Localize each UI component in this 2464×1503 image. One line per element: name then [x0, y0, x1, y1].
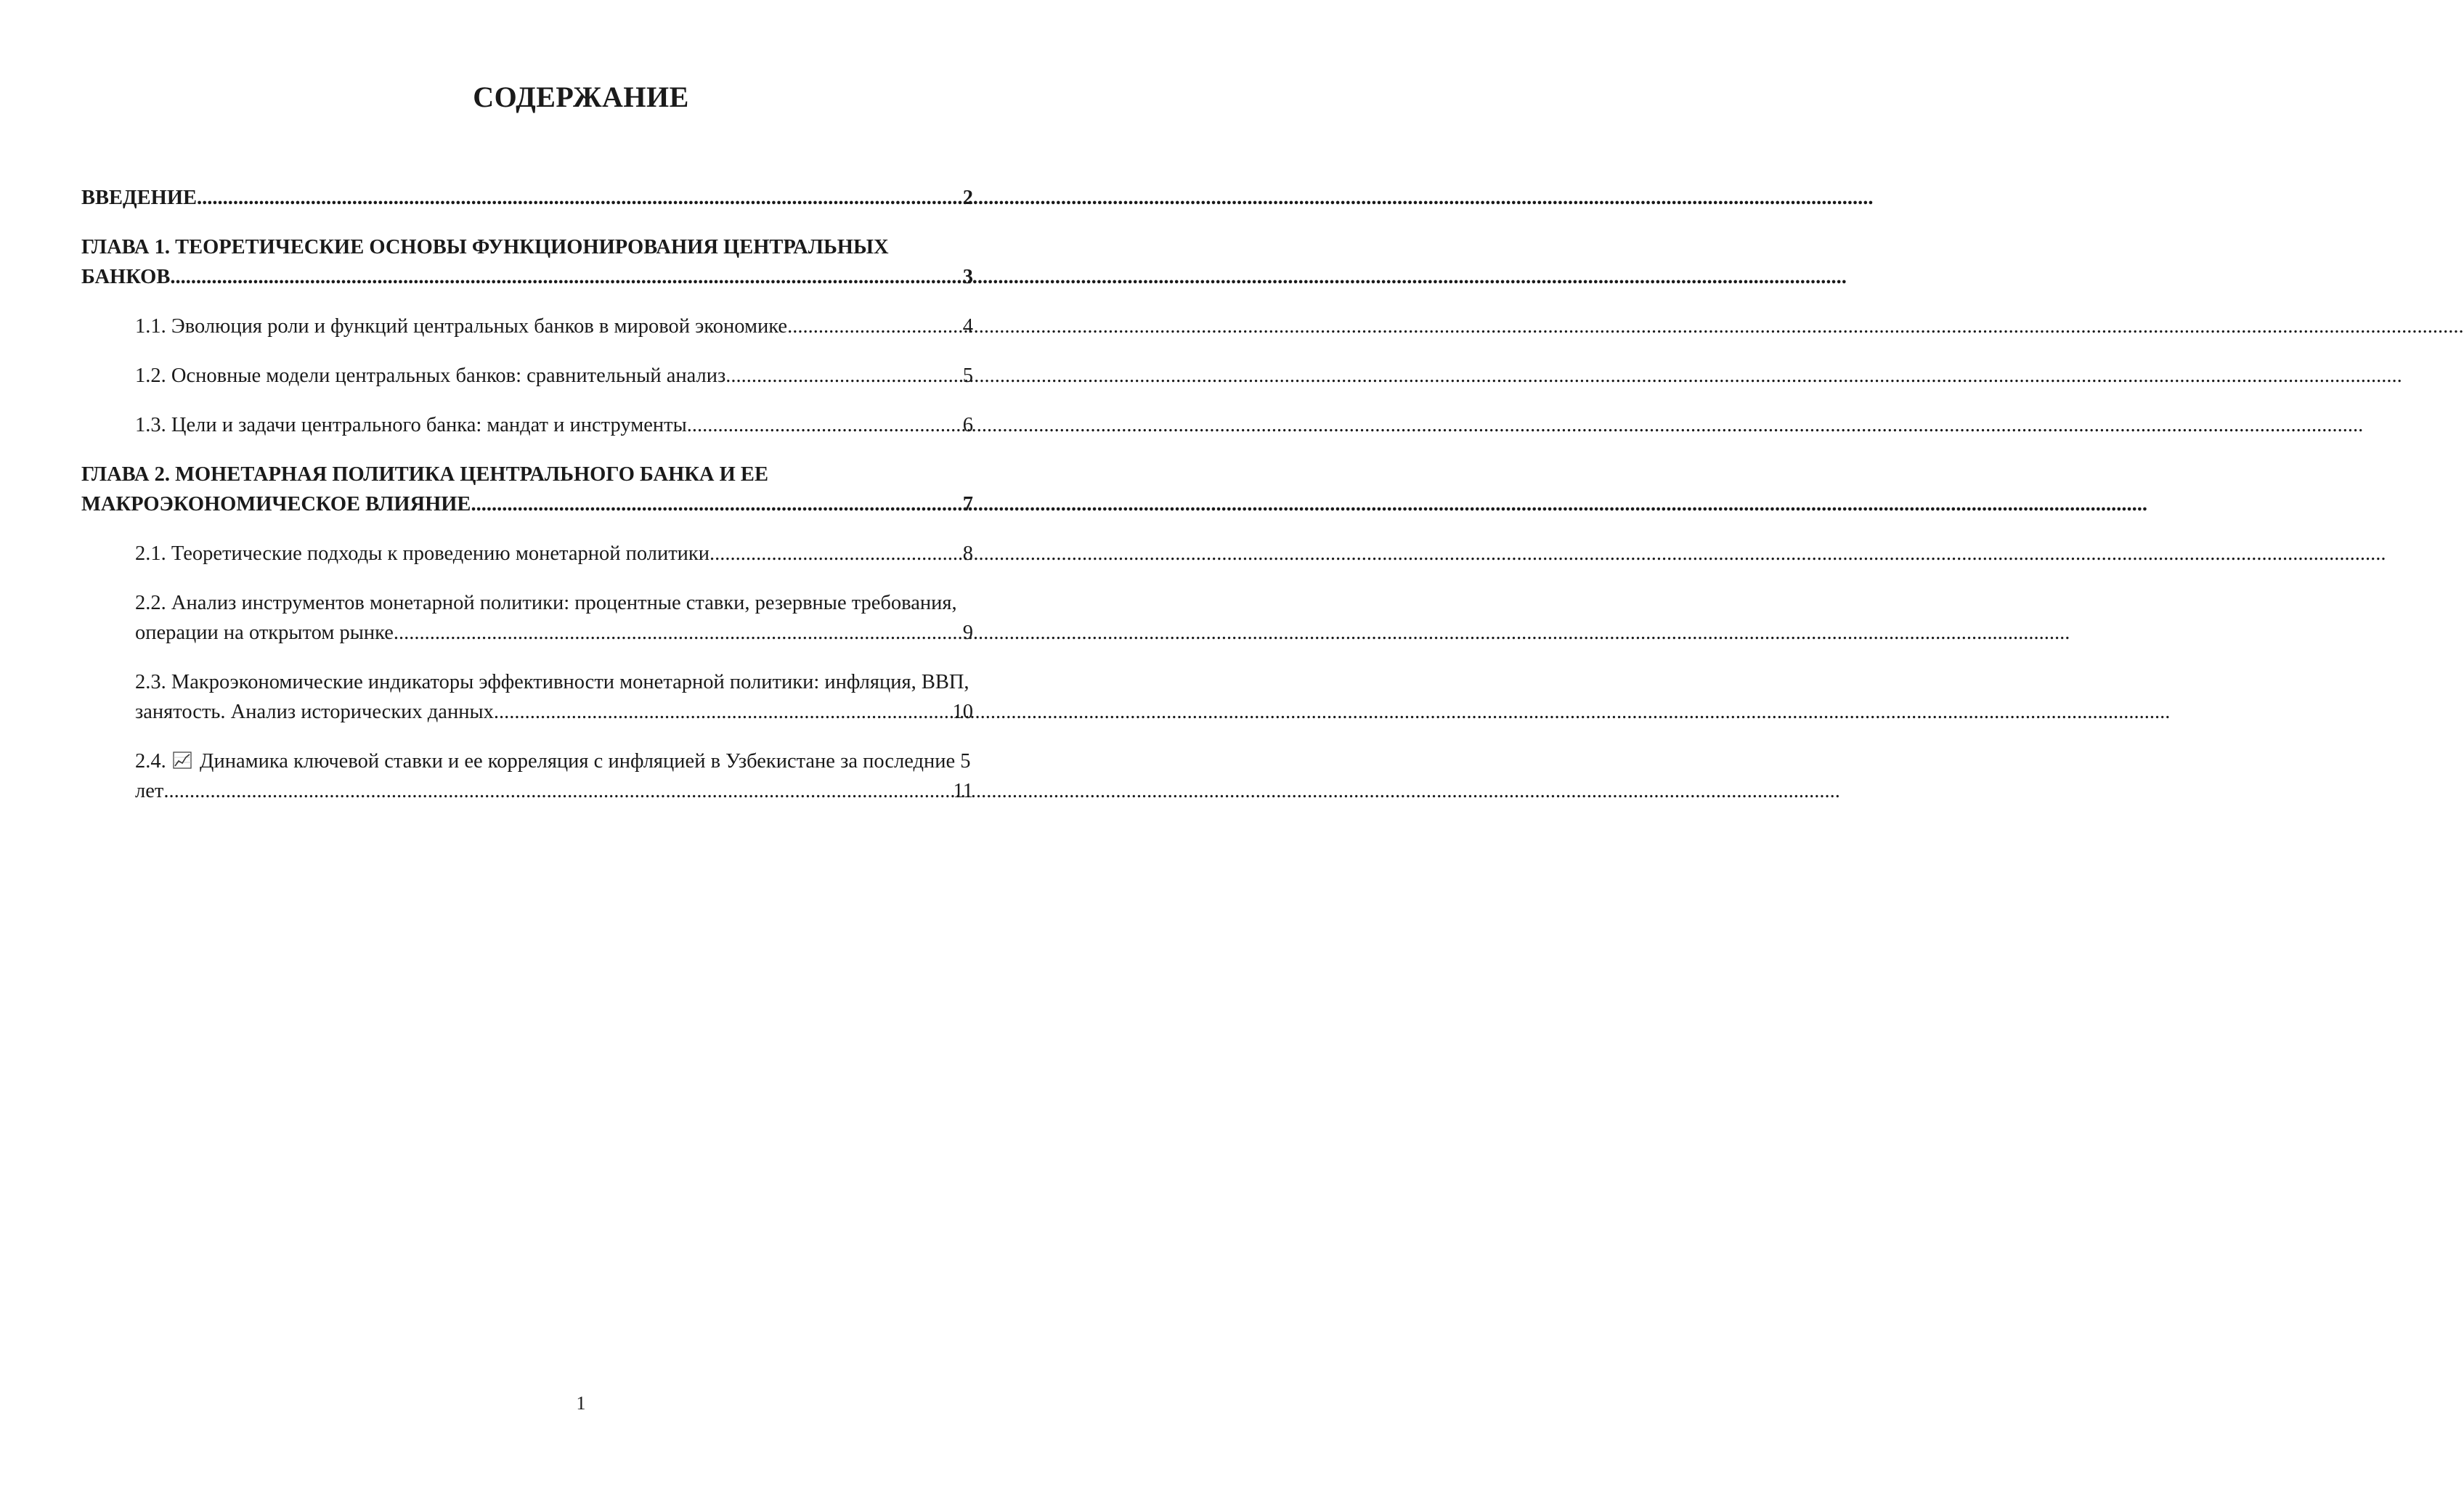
- toc-entry-section-2-1[interactable]: [135, 539, 973, 569]
- dot-leader: [494, 697, 953, 727]
- toc-entry-section-2-4[interactable]: [135, 746, 1053, 806]
- toc-page-number: 2: [962, 187, 973, 209]
- toc-entry-label: 2.1. Теоретические подходы к проведению монетарной политики: [135, 542, 710, 565]
- toc-entry-section-1-2[interactable]: [135, 361, 973, 391]
- toc-entry-label-continuation: занятость. Анализ исторических данных: [135, 701, 494, 723]
- toc-page-number: 6: [962, 414, 973, 436]
- dot-leader: [170, 262, 962, 292]
- toc-entry-chapter-1[interactable]: [81, 232, 973, 292]
- document-page: [0, 0, 1162, 1503]
- toc-entry-section-1-1[interactable]: [135, 311, 973, 341]
- toc-entry-label: ГЛАВА 2. МОНЕТАРНАЯ ПОЛИТИКА ЦЕНТРАЛЬНОГО БАНКА И ЕЕ: [81, 463, 768, 486]
- toc-entry-label: ГЛАВА 1. ТЕОРЕТИЧЕСКИЕ ОСНОВЫ ФУНКЦИОНИРОВАНИЯ ЦЕНТРАЛЬНЫХ: [81, 236, 889, 258]
- dot-leader: [471, 489, 962, 519]
- table-of-contents: [81, 183, 973, 826]
- toc-entry-section-2-3[interactable]: [135, 667, 1053, 727]
- page-title: СОДЕРЖАНИЕ: [473, 81, 689, 113]
- toc-entry-label-continuation: операции на открытом рынке: [135, 622, 394, 644]
- chart-increasing-icon: [173, 748, 192, 765]
- toc-entry-label: 1.2. Основные модели центральных банков: сравнительный анализ: [135, 364, 726, 387]
- dot-leader: [197, 183, 963, 213]
- toc-page-number: 5: [962, 364, 973, 387]
- toc-entry-label: 1.1. Эволюция роли и функций центральных банков в мировой экономике: [135, 315, 788, 338]
- toc-entry-chapter-2[interactable]: [81, 460, 973, 519]
- dot-leader: [687, 410, 963, 440]
- toc-page-number: 8: [962, 542, 973, 565]
- toc-entry-section-1-3[interactable]: [135, 410, 973, 440]
- toc-page-number: 11: [953, 780, 973, 802]
- toc-entry-number: 2.4.: [135, 750, 166, 773]
- toc-entry-section-2-2[interactable]: [135, 588, 1053, 648]
- toc-entry-label: 2.2. Анализ инструментов монетарной политики: процентные ставки, резервные требования,: [135, 592, 957, 614]
- toc-page-number: 4: [962, 315, 973, 338]
- dot-leader: [787, 311, 963, 341]
- dot-leader: [394, 618, 963, 648]
- toc-entry-label: 2.3. Макроэкономические индикаторы эффективности монетарной политики: инфляция, ВВП,: [135, 671, 969, 693]
- toc-page-number: 3: [962, 266, 973, 288]
- toc-page-number: 10: [952, 701, 973, 723]
- dot-leader: [709, 539, 963, 569]
- toc-page-number: 7: [962, 493, 973, 516]
- toc-page-number: 9: [962, 622, 973, 644]
- toc-entry-introduction[interactable]: [81, 183, 973, 213]
- toc-entry-label-continuation: лет: [135, 780, 164, 802]
- toc-entry-label: 1.3. Цели и задачи центрального банка: мандат и инструменты: [135, 414, 687, 436]
- dot-leader: [725, 361, 962, 391]
- toc-entry-label-continuation: МАКРОЭКОНОМИЧЕСКОЕ ВЛИЯНИЕ: [81, 493, 471, 516]
- toc-entry-label: Динамика ключевой ставки и ее корреляция с инфляцией в Узбекистане за последние 5: [200, 750, 971, 773]
- page-number: 1: [576, 1393, 586, 1414]
- toc-entry-label: ВВЕДЕНИЕ: [81, 187, 197, 209]
- dot-leader: [163, 776, 953, 806]
- toc-entry-label-continuation: БАНКОВ: [81, 266, 171, 288]
